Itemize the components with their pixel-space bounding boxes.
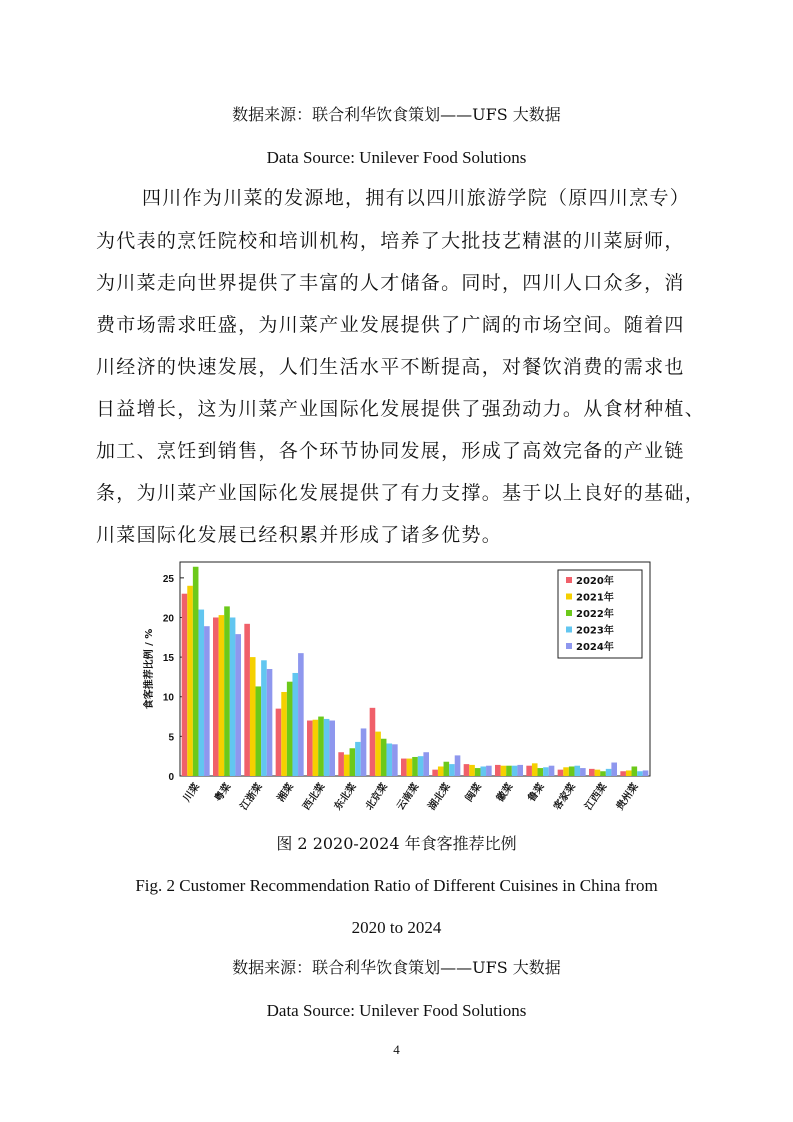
legend-swatch (566, 643, 572, 649)
legend-label: 2024年 (576, 642, 614, 653)
bar-2023年-东北菜 (355, 742, 361, 776)
source-top-en: Data Source: Unilever Food Solutions (266, 148, 527, 167)
x-tick-label: 江西菜 (583, 781, 610, 813)
bar-2021年-川菜 (187, 586, 193, 776)
x-tick-label: 川菜 (181, 781, 203, 805)
bar-2023年-客家菜 (574, 766, 580, 776)
y-tick-label: 5 (168, 732, 174, 744)
legend-label: 2021年 (576, 592, 614, 604)
x-tick-label: 云南菜 (395, 781, 422, 813)
x-tick-label: 湖北菜 (426, 781, 453, 813)
paragraph-line: 川菜国际化发展已经积累并形成了诸多优势。 (96, 524, 503, 546)
bar-2021年-东北菜 (344, 755, 350, 776)
y-tick-label: 15 (162, 653, 174, 665)
bar-2020年-北京菜 (370, 708, 376, 776)
bar-2023年-北京菜 (386, 744, 392, 776)
bar-2020年-江浙菜 (244, 624, 250, 776)
x-tick-label: 鲁菜 (526, 781, 547, 805)
bar-2022年-闽菜 (475, 768, 481, 776)
legend-label: 2023年 (576, 625, 614, 637)
x-tick-label: 粤菜 (212, 781, 234, 805)
bar-2021年-湖北菜 (438, 766, 444, 776)
x-tick-label: 江浙菜 (238, 781, 265, 813)
bar-2023年-湘菜 (292, 673, 298, 776)
bar-2024年-徽菜 (517, 765, 523, 776)
bar-2023年-江西菜 (606, 769, 612, 776)
bar-2023年-川菜 (198, 610, 204, 776)
bar-2024年-东北菜 (361, 728, 367, 776)
x-tick-label: 东北菜 (332, 781, 359, 813)
bar-2021年-客家菜 (563, 767, 569, 776)
bar-2022年-粤菜 (224, 606, 230, 776)
paragraph-line: 日益增长，这为川菜产业国际化发展提供了强劲动力。从食材种植、 (96, 398, 706, 420)
y-tick-label: 25 (162, 573, 174, 585)
bar-2020年-江西菜 (589, 769, 595, 776)
bar-2024年-湘菜 (298, 653, 304, 776)
x-tick-label: 徽菜 (494, 781, 516, 805)
bar-2024年-鲁菜 (549, 766, 555, 776)
bar-2021年-西北菜 (313, 720, 319, 776)
paragraph-line: 加工、烹饪到销售，各个环节协同发展，形成了高效完备的产业链 (96, 440, 685, 462)
bar-chart (140, 560, 660, 830)
bar-2022年-江浙菜 (256, 686, 262, 776)
x-tick-label: 西北菜 (301, 781, 328, 813)
bar-2024年-贵州菜 (643, 770, 649, 776)
bar-2022年-川菜 (193, 567, 199, 776)
bar-2021年-粤菜 (219, 615, 225, 776)
bar-2023年-粤菜 (230, 617, 236, 776)
bar-2020年-闽菜 (464, 764, 470, 776)
paragraph-line: 为代表的烹饪院校和培训机构，培养了大批技艺精湛的川菜厨师， (96, 230, 685, 252)
bar-2024年-江浙菜 (267, 669, 273, 776)
bar-2023年-西北菜 (324, 719, 330, 776)
chart-svg (140, 560, 660, 830)
bar-2022年-江西菜 (600, 771, 606, 776)
legend-swatch (566, 594, 572, 600)
bar-2024年-川菜 (204, 626, 210, 776)
bar-2021年-闽菜 (469, 765, 475, 776)
bar-2020年-湘菜 (276, 709, 282, 776)
legend-swatch (566, 577, 572, 583)
bar-2024年-闽菜 (486, 766, 492, 776)
bar-2020年-粤菜 (213, 617, 219, 776)
bar-2022年-北京菜 (381, 739, 387, 776)
bar-2024年-北京菜 (392, 744, 398, 776)
bar-2023年-江浙菜 (261, 660, 267, 776)
bar-2024年-云南菜 (423, 752, 429, 776)
bar-2020年-客家菜 (558, 770, 564, 776)
figure-caption-en-2: 2020 to 2024 (351, 918, 442, 937)
paragraph-line: 费市场需求旺盛，为川菜产业发展提供了广阔的市场空间。随着四 (96, 314, 685, 336)
source-bottom-zh: 数据来源：联合利华饮食策划——UFS 大数据 (232, 958, 561, 977)
bar-2021年-江西菜 (595, 770, 601, 776)
bar-2024年-粤菜 (235, 634, 241, 776)
bar-2023年-贵州菜 (637, 771, 643, 776)
bar-2022年-湖北菜 (444, 762, 450, 776)
bar-2021年-云南菜 (407, 759, 413, 776)
bar-2023年-鲁菜 (543, 767, 549, 776)
bar-2020年-云南菜 (401, 759, 407, 776)
y-tick-label: 10 (162, 692, 174, 704)
x-tick-label: 湘菜 (275, 781, 297, 805)
figure-caption-en-1: Fig. 2 Customer Recommendation Ratio of Different Cuisines in China from (135, 876, 658, 895)
paragraph-line: 四川作为川菜的发源地，拥有以四川旅游学院（原四川烹专） (142, 187, 691, 209)
bar-2023年-闽菜 (480, 766, 486, 776)
page-number: 4 (393, 1042, 400, 1057)
bar-2021年-贵州菜 (626, 770, 632, 776)
bar-2024年-西北菜 (329, 721, 335, 776)
bar-2022年-云南菜 (412, 757, 418, 776)
bar-2024年-江西菜 (611, 763, 617, 776)
y-tick-label: 20 (162, 613, 174, 625)
legend-swatch (566, 627, 572, 633)
bar-2022年-贵州菜 (632, 766, 638, 776)
paragraph-line: 川经济的快速发展，人们生活水平不断提高，对餐饮消费的需求也 (96, 356, 685, 378)
bar-2022年-客家菜 (569, 766, 575, 776)
bar-2020年-徽菜 (495, 765, 501, 776)
bar-2022年-湘菜 (287, 682, 293, 776)
source-bottom-en: Data Source: Unilever Food Solutions (266, 1001, 527, 1020)
bar-2020年-鲁菜 (526, 766, 532, 776)
legend-label: 2020年 (576, 576, 614, 587)
source-top-zh: 数据来源：联合利华饮食策划——UFS 大数据 (232, 105, 561, 124)
x-tick-label: 贵州菜 (614, 781, 641, 813)
x-tick-label: 北京菜 (363, 781, 391, 813)
bar-2024年-客家菜 (580, 768, 586, 776)
bar-2020年-西北菜 (307, 721, 313, 776)
bar-2022年-鲁菜 (538, 768, 544, 776)
y-axis-label: 食客推荐比例 / % (144, 628, 155, 710)
bar-2023年-湖北菜 (449, 764, 455, 776)
bar-2020年-贵州菜 (620, 771, 626, 776)
paragraph-line: 条，为川菜产业国际化发展提供了有力支撑。基于以上良好的基础， (96, 482, 706, 504)
bar-2021年-北京菜 (375, 732, 381, 776)
bar-2020年-川菜 (182, 594, 188, 776)
bar-2021年-徽菜 (501, 766, 507, 776)
bar-2020年-东北菜 (338, 752, 344, 776)
bar-2023年-云南菜 (418, 756, 424, 776)
bar-2021年-江浙菜 (250, 657, 256, 776)
y-tick-label: 0 (168, 772, 174, 783)
bar-2020年-湖北菜 (432, 770, 438, 776)
bar-2021年-湘菜 (281, 692, 287, 776)
bar-2024年-湖北菜 (455, 755, 461, 776)
legend-label: 2022年 (576, 609, 614, 620)
bar-2022年-东北菜 (350, 748, 356, 776)
bar-2021年-鲁菜 (532, 763, 538, 776)
figure-caption-zh: 图 2 2020-2024 年食客推荐比例 (276, 834, 517, 853)
bar-2022年-西北菜 (318, 717, 324, 776)
legend-swatch (566, 610, 572, 616)
paragraph-line: 为川菜走向世界提供了丰富的人才储备。同时，四川人口众多，消 (96, 272, 685, 294)
x-tick-label: 闽菜 (463, 781, 485, 805)
x-tick-label: 客家菜 (551, 781, 579, 813)
bar-2023年-徽菜 (512, 766, 518, 776)
bar-2022年-徽菜 (506, 766, 512, 776)
